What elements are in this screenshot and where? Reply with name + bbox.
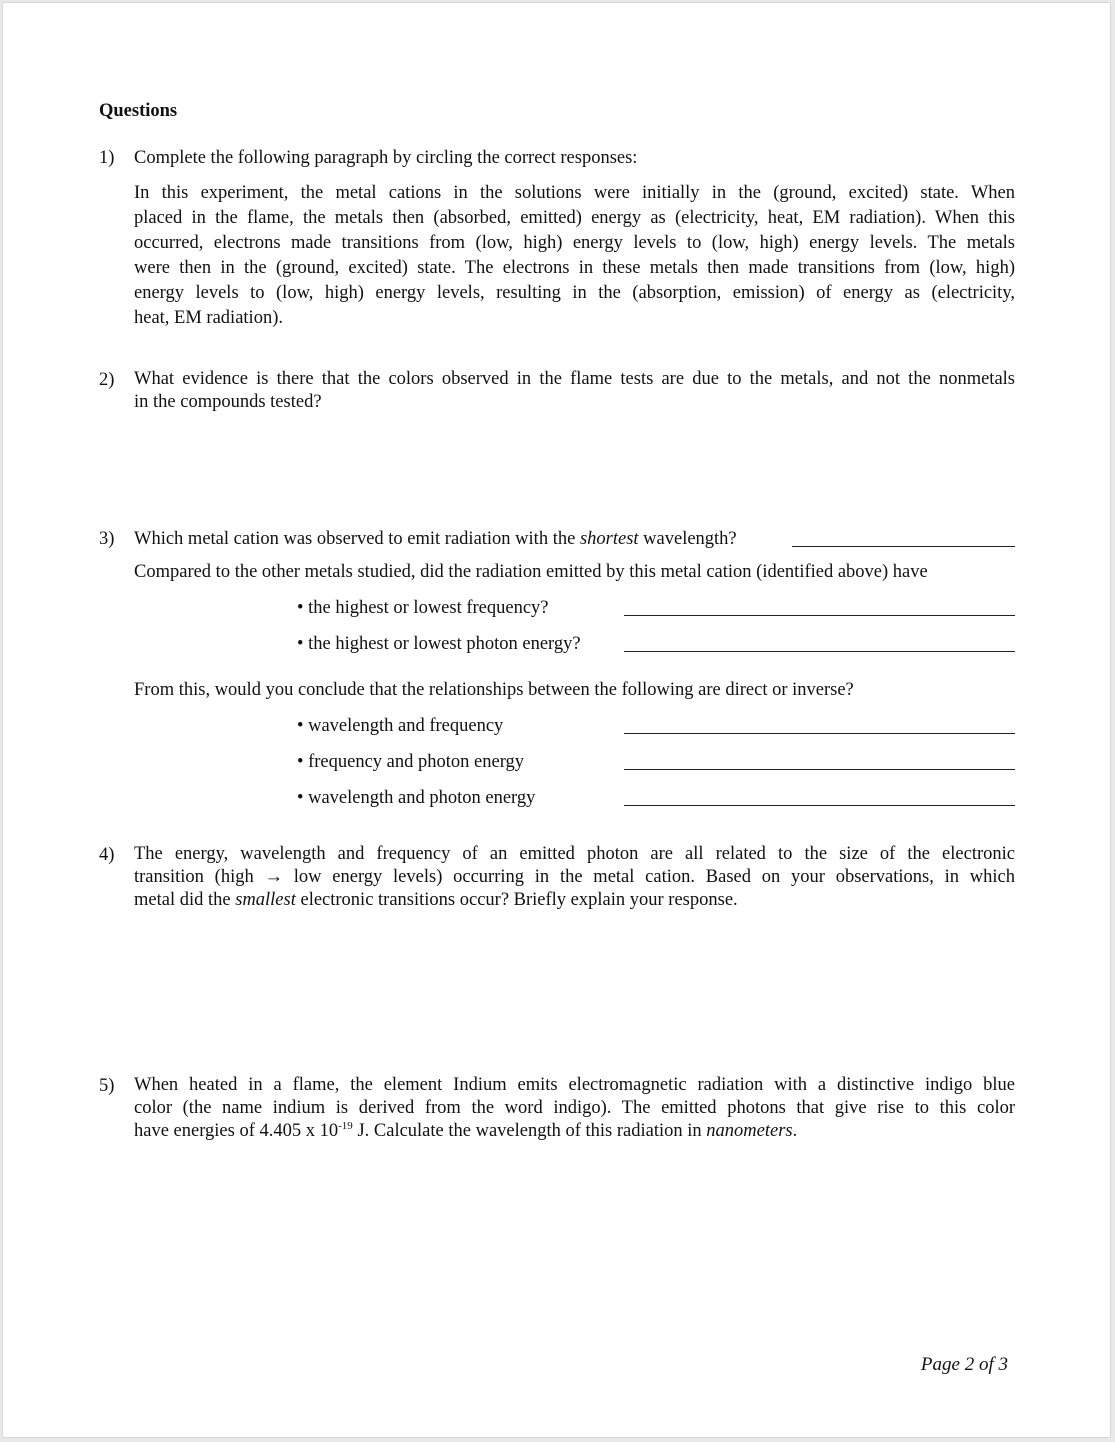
q2-number: 2) <box>99 370 115 390</box>
q1-paragraph <box>134 181 1015 331</box>
q1-paragraph-line: occurred, electrons made transitions from (low, high) energy levels to (low, high) energy levels. The metals <box>134 233 1015 253</box>
q5-text <box>134 1074 1015 1143</box>
q4-line3-em: smallest <box>235 890 296 910</box>
q5-line3 <box>134 1120 1015 1143</box>
q3-line1-pre: Which metal cation was observed to emit radiation with the <box>134 529 580 549</box>
q3-line2: Compared to the other metals studied, did the radiation emitted by this metal cation (identified above) have <box>134 562 928 582</box>
q5-line: color (the name indium is derived from the word indigo). The emitted photons that give rise to this color <box>134 1098 1015 1118</box>
q1-number: 1) <box>99 148 115 168</box>
q3-answer-line-wavelength-energy[interactable] <box>624 805 1015 806</box>
q5-line3-em: nanometers <box>706 1121 793 1141</box>
q3-bullet-wavelength-frequency: • wavelength and frequency <box>297 716 504 736</box>
q4-line: transition (high → low energy levels) occurring in the metal cation. Based on your observations, in which <box>134 867 1015 887</box>
q3-answer-line-photon-energy[interactable] <box>624 651 1015 652</box>
q1-paragraph-line: In this experiment, the metal cations in the solutions were initially in the (ground, excited) state. When <box>134 183 1015 203</box>
q4-line3-pre: metal did the <box>134 890 236 910</box>
q4-line3-post: electronic transitions occur? Briefly explain your response. <box>295 890 738 910</box>
q4-text <box>134 843 1015 912</box>
q3-conclude: From this, would you conclude that the relationships between the following are direct or inverse? <box>134 680 854 700</box>
q3-number: 3) <box>99 529 115 549</box>
q3-bullet-photon-energy: • the highest or lowest photon energy? <box>297 634 581 654</box>
q3-line1-post: wavelength? <box>638 529 737 549</box>
q5-line: When heated in a flame, the element Indium emits electromagnetic radiation with a distinctive indigo blue <box>134 1075 1015 1095</box>
q5-exponent: -19 <box>338 1119 353 1132</box>
q4-line: The energy, wavelength and frequency of an emitted photon are all related to the size of the electronic <box>134 844 1015 864</box>
q1-prompt: Complete the following paragraph by circling the correct responses: <box>134 148 638 168</box>
document-page <box>2 2 1111 1438</box>
q5-line3-mid: J. Calculate the wavelength of this radiation in <box>352 1121 707 1141</box>
q5-line3-post: . <box>792 1121 798 1141</box>
q4-line3 <box>134 889 1015 912</box>
q3-answer-line-metal[interactable] <box>792 546 1015 547</box>
q3-answer-line-frequency-energy[interactable] <box>624 769 1015 770</box>
q2-line: in the compounds tested? <box>134 392 322 412</box>
section-heading: Questions <box>99 101 178 121</box>
q2-text <box>134 368 1015 414</box>
q3-answer-line-frequency[interactable] <box>624 615 1015 616</box>
q1-paragraph-line: energy levels to (low, high) energy levels, resulting in the (absorption, emission) of energy as (electricity, <box>134 283 1015 303</box>
page-number: Page 2 of 3 <box>920 1354 1008 1375</box>
q3-bullet-frequency-energy: • frequency and photon energy <box>297 752 525 772</box>
q3-line1-em: shortest <box>579 529 639 549</box>
q4-number: 4) <box>99 845 115 865</box>
q5-number: 5) <box>99 1076 115 1096</box>
q3-answer-line-wavelength-frequency[interactable] <box>624 733 1015 734</box>
q3-bullet-frequency: • the highest or lowest frequency? <box>297 598 549 618</box>
q1-paragraph-line: placed in the flame, the metals then (absorbed, emitted) energy as (electricity, heat, EM radiation). When this <box>134 208 1015 228</box>
q1-paragraph-line: heat, EM radiation). <box>134 308 283 328</box>
q1-paragraph-line: were then in the (ground, excited) state. The electrons in these metals then made transitions from (low, high) <box>134 258 1015 278</box>
q3-line1 <box>134 527 737 552</box>
q5-line3-pre: have energies of 4.405 x 10 <box>134 1121 339 1141</box>
q2-line: What evidence is there that the colors observed in the flame tests are due to the metals, and not the nonmetals <box>134 369 1015 389</box>
q3-bullet-wavelength-energy: • wavelength and photon energy <box>297 788 536 808</box>
